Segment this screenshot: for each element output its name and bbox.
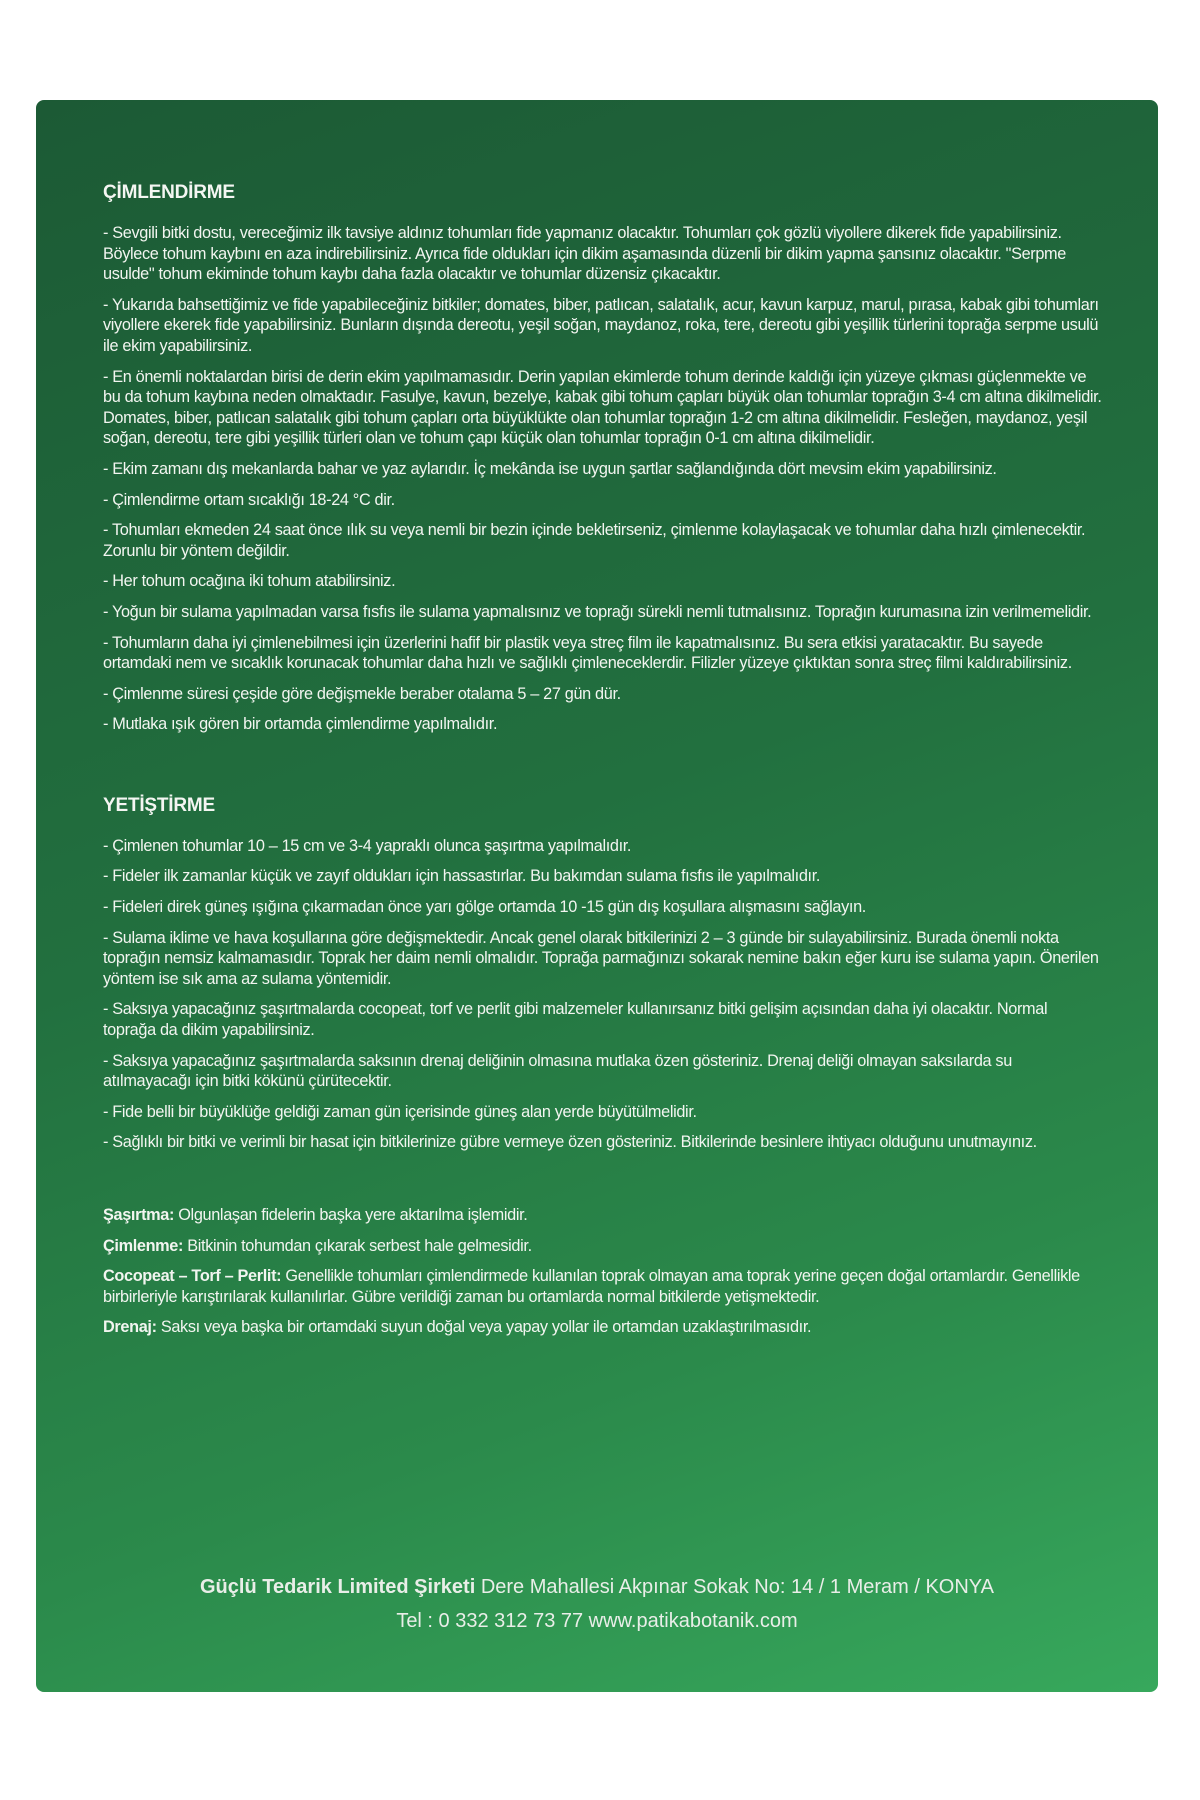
section-title: YETİŞTİRME [103, 794, 216, 816]
definition-term: Şaşırtma: [103, 1206, 175, 1224]
company-address: Dere Mahallesi Akpınar Sokak No: 14 / 1 Meram / KONYA [475, 1576, 994, 1598]
list-item: - Sevgili bitki dostu, vereceğimiz ilk tavsiye aldınız tohumları fide yapmanız olacaktır. Tohumları çok gözlü viyollere dikerek fide yapabilirsiniz. Böylece tohum kaybını en aza indirebilirsiniz. Ayrıca fide oldukları için dikim aşamasında düzenli bir dikim yapma şansınız olacaktır. "Serpme usulde" tohum ekiminde tohum kaybı daha fazla olacaktır ve tohumlar düzensiz çıkacaktır. [103, 224, 1066, 284]
instruction-card [36, 100, 1158, 1692]
list-item: - Her tohum ocağına iki tohum atabilirsiniz. [103, 572, 396, 591]
list-item: - Saksıya yapacağınız şaşırtmalarda saksının drenaj deliğinin olmasına mutlaka özen gösteriniz. Drenaj deliği olmayan saksılarda su atılmayacağı için bitki kökünü çürütecektir. [103, 1051, 1012, 1091]
list-item: - Çimlenen tohumlar 10 – 15 cm ve 3-4 yapraklı olunca şaşırtma yapılmalıdır. [103, 836, 632, 855]
definition-term: Drenaj: [103, 1318, 157, 1337]
list-item: - Sulama iklime ve hava koşullarına göre değişmektedir. Ancak genel olarak bitkilerinizi 2 – 3 günde bir sulayabilirsiniz. Burada önemli nokta toprağın nemsiz kalmamasıdır. Toprak her daim nemli olmalıdır. Toprağa parmağınızı sokarak nemine bakın eğer kuru ise sulama yapın. Önerilen yöntem ise sık ama az sulama yöntemidir. [103, 928, 1099, 988]
list-item: - Tohumları ekmeden 24 saat önce ılık su veya nemli bir bezin içinde bekletirseniz, çimlenme kolaylaşacak ve tohumlar daha hızlı çimlenecektir. Zorunlu bir yöntem değildir. [103, 521, 1086, 560]
definition-text: Saksı veya başka bir ortamdaki suyun doğal veya yapay yollar ile ortamdan uzaklaştırılmasıdır. [156, 1318, 812, 1337]
list-item: - Saksıya yapacağınız şaşırtmalarda cocopeat, torf ve perlit gibi malzemeler kullanırsanız bitki gelişim açısından daha iyi olacaktır. Normal toprağa da dikim yapabilirsiniz. [103, 1000, 1048, 1040]
list-item: - Mutlaka ışık gören bir ortamda çimlendirme yapılmalıdır. [103, 715, 498, 734]
definition-text: Genellikle tohumları çimlendirmede kullanılan toprak olmayan ama toprak yerine geçen doğal ortamlardır. Genellikle birbirleriyle karıştırılarak kullanılırlar. Gübre verildiği zaman bu ortamlarda normal bitkilerde yetişmektedir. [103, 1267, 1080, 1306]
list-item: - Yukarıda bahsettiğimiz ve fide yapabileceğiniz bitkiler; domates, biber, patlıcan, salatalık, acur, kavun karpuz, marul, pırasa, kabak gibi tohumları viyollere ekerek fide yapabilirsiniz. Bunların dışında dereotu, yeşil soğan, maydanoz, roka, tere, dereotu gibi yeşillik türlerini toprağa serpme usulü ile ekim yapabilirsiniz. [103, 295, 1099, 355]
footer-address-line [36, 1570, 1158, 1604]
section-growing [103, 795, 1103, 1153]
list-item: - Çimlendirme ortam sıcaklığı 18-24 °C dir. [103, 490, 395, 509]
list-item: - En önemli noktalardan birisi de derin ekim yapılmamasıdır. Derin yapılan ekimlerde tohum derinde kaldığı için yüzeye çıkması güçlenmekte ve bu da tohum kaybına neden olmaktadır. Fasulye, kavun, bezelye, kabak gibi tohum çapları büyük olan tohumlar toprağın 3-4 cm altına dikilmelidir. Domates, biber, patlıcan salatalık gibi tohum çapları orta büyüklükte olan tohumlar toprağın 1-2 cm altına dikilmelidir. Fesleğen, maydanoz, yeşil soğan, dereotu, tere gibi yeşillik türleri olan ve tohum çapı küçük olan tohumlar toprağın 0-1 cm altına dikilmelidir. [103, 367, 1102, 448]
definition-text: Olgunlaşan fidelerin başka yere aktarılma işlemidir. [174, 1206, 528, 1224]
footer-contact: Tel : 0 332 312 73 77 www.patikabotanik.com [396, 1610, 798, 1632]
definition-item [103, 1317, 1103, 1338]
list-item: - Ekim zamanı dış mekanlarda bahar ve yaz aylarıdır. İç mekânda ise uygun şartlar sağlandığında dört mevsim ekim yapabilirsiniz. [103, 459, 997, 478]
list-item: - Fide belli bir büyüklüğe geldiği zaman gün içerisinde güneş alan yerde büyütülmelidir. [103, 1102, 697, 1121]
list-item: - Yoğun bir sulama yapılmadan varsa fısfıs ile sulama yapmalısınız ve toprağı sürekli nemli tutmalısınız. Toprağın kurumasına izin verilmemelidir. [103, 602, 1092, 621]
list-item: - Sağlıklı bir bitki ve verimli bir hasat için bitkilerinize gübre vermeye özen gösteriniz. Bitkilerinde besinlere ihtiyacı olduğunu unutmayınız. [103, 1133, 1037, 1152]
definition-term: Çimlenme: [103, 1236, 184, 1255]
section-title: ÇİMLENDİRME [103, 182, 235, 203]
company-footer [36, 1570, 1158, 1638]
list-item: - Fideler ilk zamanlar küçük ve zayıf oldukları için hassastırlar. Bu bakımdan sulama fısfıs ile yapılmalıdır. [103, 867, 821, 886]
definition-item [103, 1236, 1103, 1257]
list-item: - Tohumların daha iyi çimlenebilmesi için üzerlerini hafif bir plastik veya streç film ile kapatmalısınız. Bu sera etkisi yaratacaktır. Bu sayede ortamdaki nem ve sıcaklık korunacak tohumlar daha hızlı ve sağlıklı çimleneceklerdir. Filizler yüzeye çıktıktan sonra streç filmi kaldırabilirsiniz. [103, 633, 1072, 673]
definition-text: Bitkinin tohumdan çıkarak serbest hale gelmesidir. [183, 1236, 532, 1255]
list-item: - Fideleri direk güneş ışığına çıkarmadan önce yarı gölge ortamda 10 -15 gün dış koşullara alışmasını sağlayın. [103, 898, 866, 917]
section-germination [103, 182, 1103, 735]
definition-item [103, 1266, 1103, 1307]
definitions [103, 1205, 1103, 1338]
card-content [103, 182, 1103, 1348]
definition-term: Cocopeat – Torf – Perlit: [103, 1267, 282, 1286]
definition-item [103, 1205, 1103, 1226]
company-name: Güçlü Tedarik Limited Şirketi [200, 1576, 476, 1598]
list-item: - Çimlenme süresi çeşide göre değişmekle beraber otalama 5 – 27 gün dür. [103, 684, 621, 703]
